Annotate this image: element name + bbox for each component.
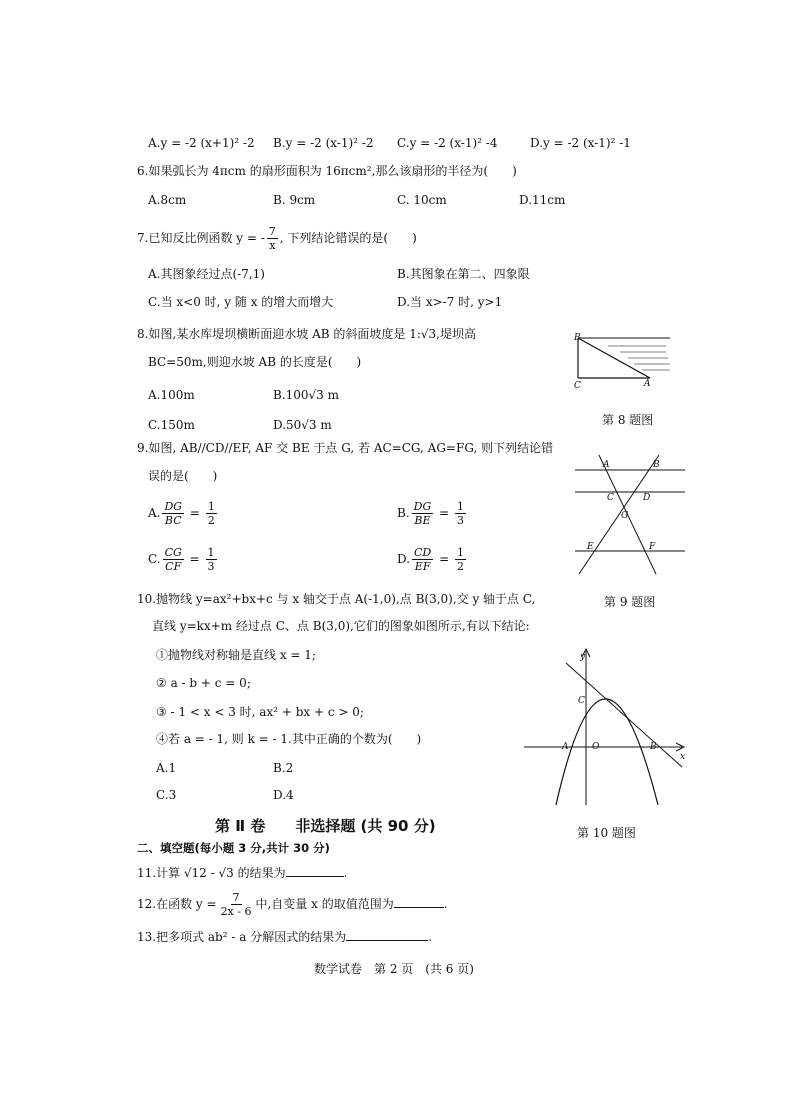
q6-option-a: A.8cm [148,193,187,207]
q10-caption: 第 10 题图 [577,826,636,840]
q13-end: . [428,930,433,944]
q9-b-num: DG [413,500,432,513]
q12-blank[interactable] [394,895,444,908]
q10-option-c: C.3 [156,788,177,802]
q8-label-c: C [574,381,581,391]
q12-pre: 12.在函数 y = [137,897,217,911]
q10-conclusion-4: ④若 a = - 1, 则 k = - 1.其中正确的个数为( ) [156,732,422,746]
q9-c-rhs [206,546,217,573]
q9-option-d [397,544,468,574]
q9-a-rhs [206,500,217,527]
q8-option-b: B.100√3 m [273,388,340,402]
q7-option-d: D.当 x>-7 时, y>1 [397,295,503,309]
q9-a-num: DG [164,500,183,513]
q8-caption: 第 8 题图 [602,413,654,427]
q11-blank[interactable] [286,864,344,877]
q8-option-c: C.150m [148,418,195,432]
q9-d-den: EF [414,560,431,573]
q9-caption: 第 9 题图 [604,595,656,609]
q9-c-num: CG [164,546,182,559]
q9-d-rhs-den: 2 [456,560,464,573]
q12-post: 中,自变量 x 的取值范围为 [255,897,394,911]
q9-d-eq: = [439,552,450,566]
q6-option-d: D.11cm [519,193,566,207]
q9-label-e: E [587,542,594,552]
q7-stem [137,225,417,252]
q9-line2: 误的是( ) [148,469,218,483]
q7-stem-post: , 下列结论错误的是( ) [279,231,417,245]
q5-option-d: D.y = -2 (x-1)² -1 [530,136,631,150]
q6-option-b: B. 9cm [273,193,316,207]
q13-blank[interactable] [346,928,428,941]
q9-label-b: B [653,460,660,470]
q10-option-d: D.4 [273,788,294,802]
q7-fraction [267,225,278,252]
q10-label-a: A [562,742,569,752]
q10-label-b: B [650,742,657,752]
q9-label-c: C [607,493,614,503]
q13 [137,928,432,945]
q9-c-rhs-den: 3 [207,560,215,573]
q9-label-f: F [649,542,656,552]
q9-option-c [148,544,219,574]
q9-d-num: CD [414,546,432,559]
q10-figure [522,645,692,810]
q10-conclusion-3: ③ - 1 < x < 3 时, ax² + bx + c > 0; [156,705,364,719]
q10-label-x: x [680,752,686,762]
q9-label-a: A [603,460,610,470]
page-footer: 数学试卷 第 2 页 (共 6 页) [314,962,474,976]
q10-label-o: O [592,742,600,752]
q10-conclusion-2: ② a - b + c = 0; [156,676,251,690]
q9-b-den: BE [414,514,431,527]
q9-c-lhs [163,546,184,573]
q9-b-rhs-num: 1 [456,500,464,513]
q9-a-eq: = [189,506,200,520]
q9-a-rhs-den: 2 [207,514,215,527]
q9-label-g: G [621,511,629,521]
q11-end: . [343,866,348,880]
q9-line1: 9.如图, AB//CD//EF, AF 交 BE 于点 G, 若 AC=CG, AG=FG, 则下列结论错 [137,441,554,455]
q10-conclusion-1: ①抛物线对称轴是直线 x = 1; [156,648,316,662]
q10-label-c: C [578,696,585,706]
q9-a-lhs [162,500,184,527]
q8-label-a: A [644,379,651,389]
q6-option-c: C. 10cm [397,193,447,207]
part2-title: 第 Ⅱ 卷 非选择题 (共 90 分) [215,817,436,835]
q7-frac-num: 7 [268,225,276,238]
q9-label-d: D [643,493,651,503]
q8-line1: 8.如图,某水库堤坝横断面迎水坡 AB 的斜面坡度是 1:√3,堤坝高 [137,327,476,341]
q8-label-b: B [574,333,581,343]
q9-d-rhs-num: 1 [456,546,464,559]
q5-option-c: C.y = -2 (x-1)² -4 [397,136,498,150]
q9-c-eq: = [189,552,200,566]
q7-option-c: C.当 x<0 时, y 随 x 的增大而增大 [148,295,334,309]
q7-stem-pre: 7.已知反比例函数 y = - [137,231,265,245]
q9-b-lhs [412,500,434,527]
q9-a-prefix: A. [148,506,161,520]
q9-d-lhs [412,546,433,573]
q9-d-rhs [455,546,466,573]
q9-d-prefix: D. [397,552,411,566]
q6-stem: 6.如果弧长为 4πcm 的扇形面积为 16πcm²,那么该扇形的半径为( ) [137,164,517,178]
q8-option-d: D.50√3 m [273,418,332,432]
q5-option-a: A.y = -2 (x+1)² -2 [148,136,255,150]
q9-option-a [148,498,219,528]
q12-end: . [443,897,448,911]
q12-den: 2x - 6 [220,905,252,918]
q11-text: 11.计算 √12 - √3 的结果为 [137,866,286,880]
q7-frac-den: x [269,239,276,252]
q10-option-b: B.2 [273,761,294,775]
q5-option-b: B.y = -2 (x-1)² -2 [273,136,374,150]
q12-fraction [219,891,254,918]
q9-c-rhs-num: 1 [207,546,215,559]
q9-b-eq: = [439,506,450,520]
q9-c-prefix: C. [148,552,161,566]
q11 [137,864,347,881]
q9-option-b [397,498,468,528]
q10-label-y: y [580,652,586,662]
q9-b-prefix: B. [397,506,410,520]
q8-option-a: A.100m [148,388,195,402]
q10-option-a: A.1 [156,761,177,775]
q9-a-rhs-num: 1 [207,500,215,513]
q9-c-den: CF [165,560,182,573]
q8-figure [570,330,680,392]
q9-figure [573,450,688,580]
q7-option-a: A.其图象经过点(-7,1) [148,267,265,281]
q12 [137,890,448,918]
q9-b-rhs-den: 3 [456,514,464,527]
part2-section: 二、填空题(每小题 3 分,共计 30 分) [137,841,330,855]
q10-line2: 直线 y=kx+m 经过点 C、点 B(3,0),它们的图象如图所示,有以下结论: [152,619,530,633]
q8-line2: BC=50m,则迎水坡 AB 的长度是( ) [148,355,362,369]
q7-option-b: B.其图象在第二、四象限 [397,267,530,281]
q13-text: 13.把多项式 ab² - a 分解因式的结果为 [137,930,347,944]
q9-a-den: BC [164,514,182,527]
q12-num: 7 [232,891,240,904]
q10-line1: 10.抛物线 y=ax²+bx+c 与 x 轴交于点 A(-1,0),点 B(3,0),交 y 轴于点 C, [137,592,536,606]
q9-b-rhs [455,500,466,527]
